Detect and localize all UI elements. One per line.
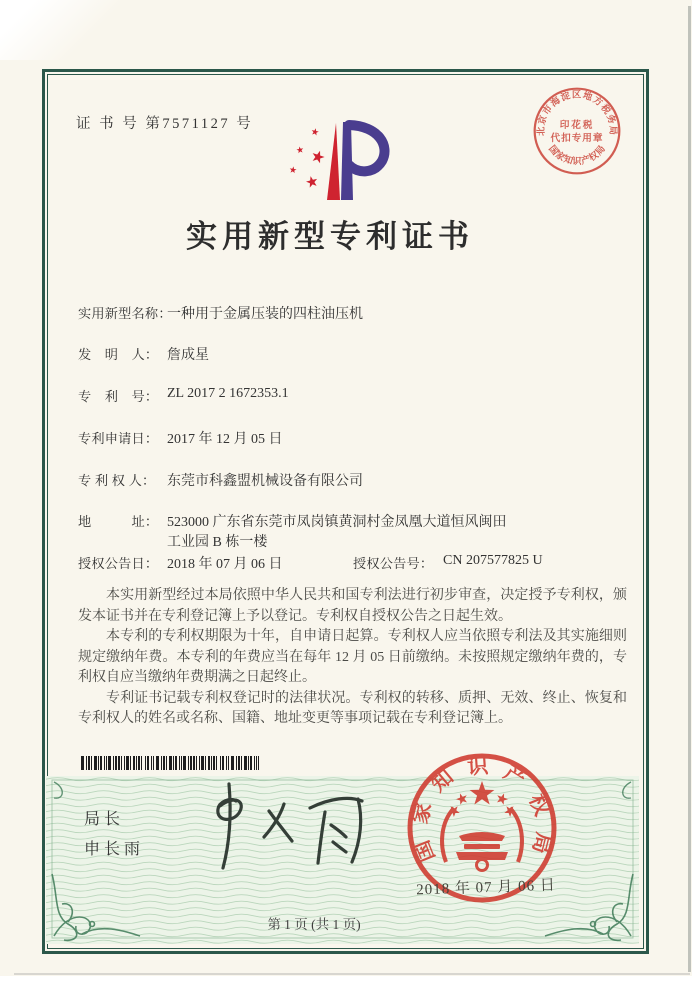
logo-p-mark xyxy=(327,122,385,200)
field-value: 2017 年 12 月 05 日 xyxy=(167,432,283,447)
field-label: 实用新型名称： xyxy=(78,306,172,321)
field-label: 地 址： xyxy=(78,514,159,529)
field-label: 授权公告号： xyxy=(353,556,434,571)
field-utility-model-name xyxy=(78,303,628,323)
field-label: 专 利 号： xyxy=(78,389,159,404)
director-signature-icon xyxy=(192,776,382,876)
certificate-title: 实用新型专利证书 xyxy=(186,219,474,254)
paragraph-term: 本专利的专利权期限为十年，自申请日起算。专利权人应当依照专利法及其实施细则规定缴纳年费。本专利的年费应当在每年 12 月 05 日前缴纳。未按照规定缴纳年费的，专利权自应当缴纳年费期满之日起终止。 xyxy=(78,629,627,685)
field-label: 专利申请日： xyxy=(78,431,159,446)
field-value: 一种用于金属压装的四柱油压机 xyxy=(167,307,363,322)
tax-stamp-line1: 印花税 xyxy=(559,120,595,132)
field-label: 授权公告日： xyxy=(78,556,159,571)
director-title: 局长 xyxy=(84,811,125,828)
scan-edge xyxy=(14,973,690,975)
patent-office-logo-icon xyxy=(283,110,395,206)
tax-stamp-arc-bottom: 国家知识产权局 xyxy=(546,143,608,168)
paragraph-register: 专利证书记载专利权登记时的法律状况。专利权的转移、质押、无效、终止、恢复和专利权人的姓名或名称、国籍、地址变更等事项记载在专利登记簿上。 xyxy=(78,690,627,726)
field-label: 发 明 人： xyxy=(78,347,159,362)
field-value: ZL 2017 2 1672353.1 xyxy=(167,386,289,401)
seal-date: 2018 年 07 月 06 日 xyxy=(415,877,557,899)
seal-ring-text: 国家知识产权局 xyxy=(407,753,557,866)
field-patentee xyxy=(78,470,628,490)
tax-stamp-line2: 代扣专用章 xyxy=(550,133,604,145)
tax-stamp-seal-icon xyxy=(531,85,623,177)
legal-paragraphs xyxy=(78,586,627,730)
field-value: 2018 年 07 月 06 日 xyxy=(167,557,283,572)
national-emblem-icon xyxy=(442,781,522,871)
logo-stars xyxy=(289,128,326,189)
field-grant-number xyxy=(353,553,543,572)
certificate-number: 证 书 号 第7571127 号 xyxy=(76,116,254,132)
page-footer: 第 1 页 (共 1 页) xyxy=(267,917,361,932)
field-grant-date xyxy=(78,553,628,573)
field-address xyxy=(78,511,628,551)
field-value: 东莞市科鑫盟机械设备有限公司 xyxy=(167,474,363,489)
field-value: 詹成星 xyxy=(167,348,209,363)
field-patent-number xyxy=(78,386,628,405)
barcode-icon xyxy=(80,756,260,770)
field-filing-date xyxy=(78,428,628,448)
tax-stamp-arc-top: 北京市海淀区地方税务局 xyxy=(535,89,619,136)
field-value-line2: 工业园 B 栋一楼 xyxy=(167,535,268,550)
scan-corner-highlight xyxy=(0,0,120,60)
field-value: CN 207577825 U xyxy=(443,553,543,568)
field-value: 523000 广东省东莞市凤岗镇黄洞村金凤凰大道恒风闽田 xyxy=(167,515,507,530)
field-inventor xyxy=(78,344,628,364)
paragraph-grant: 本实用新型经过本局依照中华人民共和国专利法进行初步审查，决定授予专利权，颁发本证书并在专利登记簿上予以登记。专利权自授权公告之日起生效。 xyxy=(78,588,627,624)
scan-edge xyxy=(688,6,691,972)
field-label: 专 利 权 人： xyxy=(78,473,156,488)
director-name: 申长雨 xyxy=(84,841,145,858)
svg-text:国家知识产权局 xyxy=(546,143,607,167)
